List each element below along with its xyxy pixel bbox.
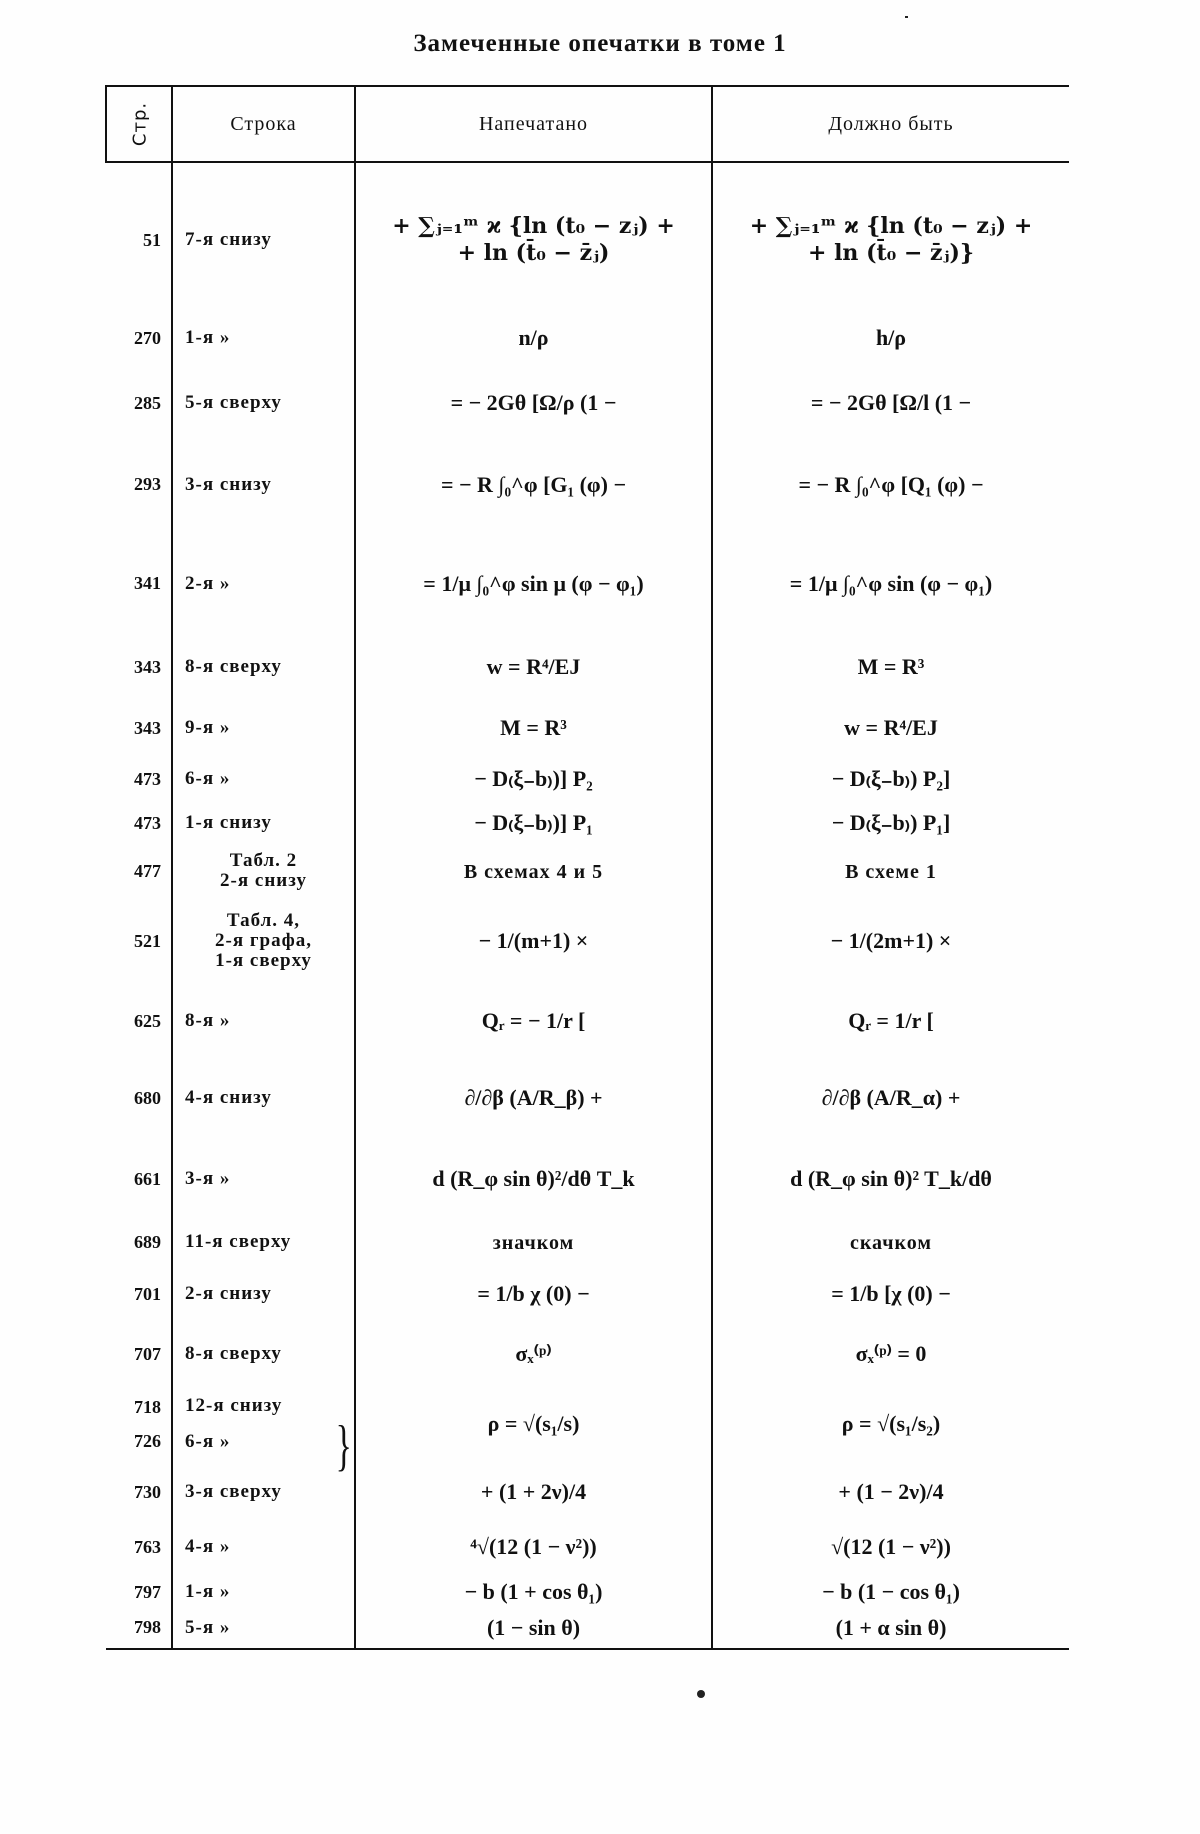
correct-formula-line1: + ∑ⱼ₌₁ᵐ ϰ {ln (t₀ − zⱼ) + xyxy=(749,212,1033,239)
line-ref-part: 2-я снизу xyxy=(220,870,307,891)
correct-formula: d (R_φ sin θ)² T_k/dθ xyxy=(712,1139,1069,1219)
printed-formula: − b (1 + cos θ₁) xyxy=(355,1573,712,1611)
header-page xyxy=(106,86,172,162)
table-row xyxy=(106,1265,1069,1323)
table-row xyxy=(106,307,1069,369)
table-row xyxy=(106,801,1069,845)
printed-formula: d (R_φ sin θ)²/dθ T_k xyxy=(355,1139,712,1219)
line-ref-part: 12-я снизу xyxy=(185,1394,283,1416)
line-ref-part: Табл. 4, xyxy=(226,910,301,932)
correct-formula: σₓ⁽ᵖ⁾ = 0 xyxy=(712,1323,1069,1385)
line-ref: 8-я сверху xyxy=(172,635,355,699)
header-printed: Напечатано xyxy=(355,86,712,162)
line-ref: 5-я » xyxy=(172,1611,355,1649)
printed-formula xyxy=(355,845,712,897)
page-number: 680 xyxy=(134,1087,161,1108)
line-ref: 6-я » xyxy=(172,757,355,801)
correct-formula: w = R⁴/EJ xyxy=(712,699,1069,757)
table-row xyxy=(106,897,1069,985)
page-number: 763 xyxy=(134,1536,161,1557)
line-ref: 3-я » xyxy=(172,1139,355,1219)
page-number: 473 xyxy=(134,812,161,833)
table-row xyxy=(106,1573,1069,1611)
page-number: 798 xyxy=(134,1617,161,1637)
page-number: 341 xyxy=(134,573,161,593)
table-row xyxy=(106,369,1069,437)
printed-formula: Qᵣ = − 1/r [ xyxy=(355,985,712,1057)
table-row xyxy=(106,1611,1069,1649)
printed-formula: = − 2Gθ [Ω/ρ (1 − xyxy=(355,369,712,437)
page-number: 343 xyxy=(134,717,161,738)
line-ref xyxy=(172,845,355,897)
table-row xyxy=(106,437,1069,532)
page-number-part: 718 xyxy=(134,1396,161,1417)
table-row xyxy=(106,1219,1069,1265)
correct-formula: ∂/∂β (A/R_α) + xyxy=(712,1057,1069,1139)
table-row xyxy=(106,1057,1069,1139)
table-row xyxy=(106,532,1069,635)
correct-formula: − b (1 − cos θ₁) xyxy=(712,1573,1069,1611)
printed-formula-line1: + ∑ⱼ₌₁ᵐ ϰ {ln (t₀ − zⱼ) + xyxy=(392,212,675,239)
line-ref: 4-я » xyxy=(172,1521,355,1573)
page-number: 625 xyxy=(134,1010,161,1031)
printed-formula: − D₍ξ₋b₎)] P₂ xyxy=(355,757,712,801)
page-number: 521 xyxy=(134,930,161,951)
correct-formula: = 1/b [χ (0) − xyxy=(712,1265,1069,1323)
page-number: 730 xyxy=(134,1481,161,1502)
line-ref: 7-я снизу xyxy=(172,162,355,307)
table-row xyxy=(106,1463,1069,1521)
line-ref-part: 2-я графа, xyxy=(215,930,312,952)
correct-formula: − D₍ξ₋b₎) P₂] xyxy=(712,757,1069,801)
line-ref: 2-я снизу xyxy=(172,1265,355,1323)
printed-formula: ∂/∂β (A/R_β) + xyxy=(355,1057,712,1139)
correct-formula: = − 2Gθ [Ω/l (1 − xyxy=(712,369,1069,437)
page-number: 270 xyxy=(134,327,161,348)
correct-formula: = 1/μ ∫₀^φ sin (φ − φ₁) xyxy=(712,532,1069,635)
printed-text: В схемах 4 и 5 xyxy=(463,861,604,883)
printed-formula xyxy=(355,162,712,307)
printed-formula: w = R⁴/EJ xyxy=(355,635,712,699)
correct-formula: + (1 − 2ν)/4 xyxy=(712,1463,1069,1521)
table-row xyxy=(106,845,1069,897)
line-ref: 3-я сверху xyxy=(172,1463,355,1521)
page-number: 661 xyxy=(134,1168,161,1189)
correct-formula: − 1/(2m+1) × xyxy=(712,897,1069,985)
line-ref: 8-я сверху xyxy=(172,1323,355,1385)
table-row xyxy=(106,699,1069,757)
correct-formula: = − R ∫₀^φ [Q₁ (φ) − xyxy=(712,437,1069,532)
line-ref: 1-я » xyxy=(172,307,355,369)
line-ref: 4-я снизу xyxy=(172,1057,355,1139)
correct-text: скачком xyxy=(849,1232,933,1254)
line-ref: 1-я » xyxy=(172,1573,355,1611)
correct-formula xyxy=(712,845,1069,897)
line-ref-part: Табл. 2 xyxy=(229,850,298,872)
page-number: 285 xyxy=(134,392,161,413)
page-number: 293 xyxy=(134,474,161,494)
correct-formula: Qᵣ = 1/r [ xyxy=(712,985,1069,1057)
printed-formula: σₓ⁽ᵖ⁾ xyxy=(355,1323,712,1385)
line-ref xyxy=(172,897,355,985)
header-page-label: Стр. xyxy=(129,101,151,147)
printed-formula: − 1/(m+1) × xyxy=(355,897,712,985)
printed-formula xyxy=(355,1219,712,1265)
correct-formula: − D₍ξ₋b₎) P₁] xyxy=(712,801,1069,845)
page-number: 51 xyxy=(143,229,161,250)
page-number: 707 xyxy=(134,1343,161,1364)
printed-formula: M = R³ xyxy=(355,699,712,757)
printed-text: значком xyxy=(492,1232,575,1254)
header-line: Строка xyxy=(172,86,355,162)
correct-formula xyxy=(712,162,1069,307)
correct-formula: M = R³ xyxy=(712,635,1069,699)
ink-dot xyxy=(697,1690,705,1698)
page-title: Замеченные опечатки в томе 1 xyxy=(413,30,787,57)
page-number: 477 xyxy=(134,860,161,881)
page-number: 701 xyxy=(134,1283,161,1304)
line-ref-part: 1-я сверху xyxy=(215,949,312,971)
printed-formula: (1 − sin θ) xyxy=(355,1611,712,1649)
printed-formula: ⁴√(12 (1 − ν²)) xyxy=(355,1521,712,1573)
line-ref: 3-я снизу xyxy=(172,437,355,532)
correct-text: В схеме 1 xyxy=(845,861,937,883)
line-ref: 5-я сверху xyxy=(172,369,355,437)
printed-formula: + (1 + 2ν)/4 xyxy=(355,1463,712,1521)
line-ref: 9-я » xyxy=(172,699,355,757)
table-row xyxy=(106,1521,1069,1573)
line-ref-part: 6-я » xyxy=(185,1431,231,1452)
table-row xyxy=(106,162,1069,307)
table-row xyxy=(106,1323,1069,1385)
line-ref: 11-я сверху xyxy=(172,1219,355,1265)
line-ref xyxy=(172,1385,355,1477)
page-number: 473 xyxy=(134,768,161,789)
page-number-part: 726 xyxy=(134,1431,161,1451)
table-row xyxy=(106,1385,1069,1463)
page-number: 689 xyxy=(134,1231,161,1252)
correct-formula: (1 + α sin θ) xyxy=(712,1611,1069,1649)
line-ref: 1-я снизу xyxy=(172,801,355,845)
table-row xyxy=(106,1139,1069,1219)
table-row xyxy=(106,757,1069,801)
correct-formula: h/ρ xyxy=(712,307,1069,369)
line-ref: 2-я » xyxy=(172,532,355,635)
printed-formula: ρ = √(s₁/s) xyxy=(355,1385,712,1463)
header-row xyxy=(106,86,1069,162)
table-row xyxy=(106,635,1069,699)
page-number xyxy=(106,1385,172,1463)
header-correct: Должно быть xyxy=(712,86,1069,162)
printed-formula: n/ρ xyxy=(355,307,712,369)
printed-formula: − D₍ξ₋b₎)] P₁ xyxy=(355,801,712,845)
errata-table xyxy=(105,85,1069,1650)
brace-glyph: } xyxy=(335,1415,353,1477)
printed-formula-line2: + ln (t̄₀ − z̄ⱼ) xyxy=(457,240,610,266)
page-number: 797 xyxy=(134,1581,161,1602)
ink-speck xyxy=(905,16,908,18)
printed-formula: = 1/μ ∫₀^φ sin μ (φ − φ₁) xyxy=(355,532,712,635)
correct-formula: √(12 (1 − ν²)) xyxy=(712,1521,1069,1573)
line-ref: 8-я » xyxy=(172,985,355,1057)
printed-formula: = 1/b χ (0) − xyxy=(355,1265,712,1323)
correct-formula: ρ = √(s₁/s₂) xyxy=(712,1385,1069,1463)
correct-formula xyxy=(712,1219,1069,1265)
correct-formula-line2: + ln (t̄₀ − z̄ⱼ)} xyxy=(807,240,974,266)
page-number: 343 xyxy=(134,656,161,677)
table-row xyxy=(106,985,1069,1057)
printed-formula: = − R ∫₀^φ [G₁ (φ) − xyxy=(355,437,712,532)
